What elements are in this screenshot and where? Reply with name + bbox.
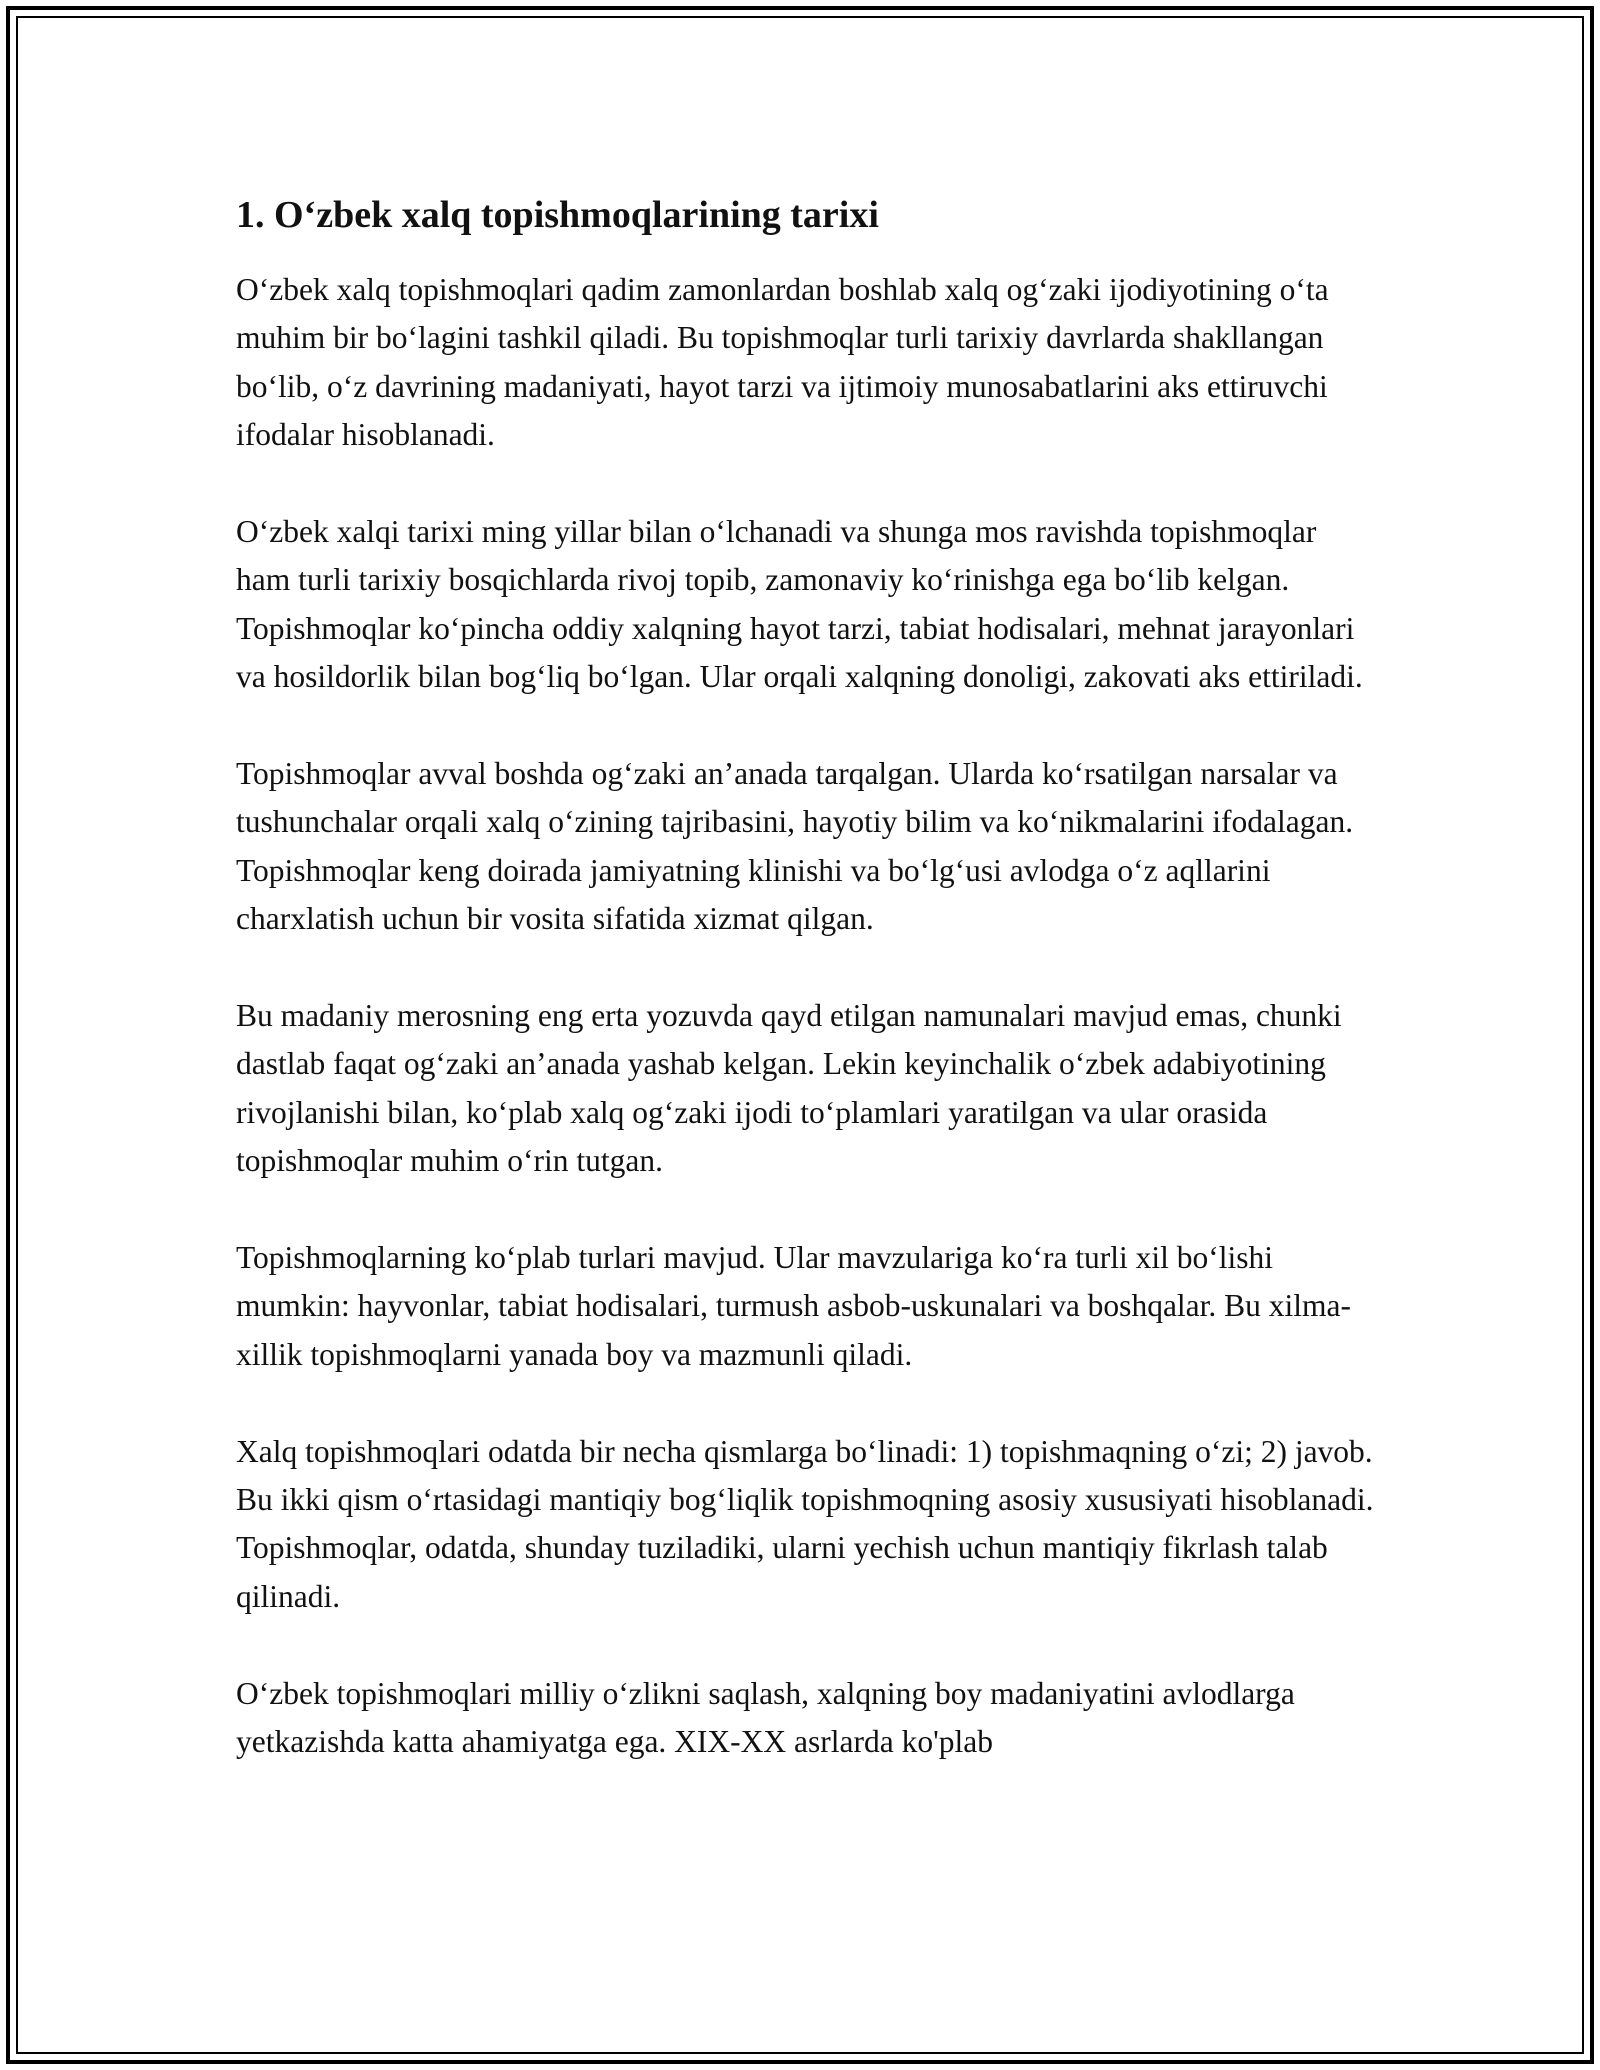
paragraph-4: Bu madaniy merosning eng erta yozuvda qayd etilgan namunalari mavjud emas, chunki dastlab faqat og‘zaki an’anada yashab kelgan. Lekin keyinchalik o‘zbek adabiyotining rivojlanishi bilan, ko‘plab xalq og‘zaki ijodi to‘plamlari yaratilgan va ular orasida topishmoqlar muhim o‘rin tutgan.	[236, 998, 1342, 1179]
section-heading: 1. O‘zbek xalq topishmoqlarining tarixi	[236, 194, 879, 236]
paragraph-1: O‘zbek xalq topishmoqlari qadim zamonlardan boshlab xalq og‘zaki ijodiyotining o‘ta muhim bir bo‘lagini tashkil qiladi. Bu topishmoqlar turli tarixiy davrlarda shakllangan bo‘lib, o‘z davrining madaniyati, hayot tarzi va ijtimoiy munosabatlarini aks ettiruvchi ifodalar hisoblanadi.	[236, 272, 1329, 453]
paragraph-7: O‘zbek topishmoqlari milliy o‘zlikni saqlash, xalqning boy madaniyatini avlodlarga yetkazishda katta ahamiyatga ega. XIX-XX asrlarda ko'plab	[236, 1675, 1295, 1760]
paragraph-2: O‘zbek xalqi tarixi ming yillar bilan o‘lchanadi va shunga mos ravishda topishmoqlar ham turli tarixiy bosqichlarda rivoj topib, zamonaviy ko‘rinishga ega bo‘lib kelgan. Topishmoqlar ko‘pincha oddiy xalqning hayot tarzi, tabiat hodisalari, mehnat jarayonlari va hosildorlik bilan bog‘liq bo‘lgan. Ular orqali xalqning donoligi, zakovati aks ettiriladi.	[236, 514, 1363, 695]
document-body	[236, 190, 1376, 1815]
paragraph-5: Topishmoqlarning ko‘plab turlari mavjud. Ular mavzulariga ko‘ra turli xil bo‘lishi mumkin: hayvonlar, tabiat hodisalari, turmush asbob-uskunalari va boshqalar. Bu xilma-xillik topishmoqlarni yanada boy va mazmunli qiladi.	[236, 1240, 1352, 1372]
paragraph-3: Topishmoqlar avval boshda og‘zaki an’anada tarqalgan. Ularda ko‘rsatilgan narsalar va tushunchalar orqali xalq o‘zining tajribasini, hayotiy bilim va ko‘nikmalarini ifodalagan. Topishmoqlar keng doirada jamiyatning klinishi va bo‘lg‘usi avlodga o‘z aqllarini charxlatish uchun bir vosita sifatida xizmat qilgan.	[236, 756, 1354, 937]
paragraph-6: Xalq topishmoqlari odatda bir necha qismlarga bo‘linadi: 1) topishmaqning o‘zi; 2) javob. Bu ikki qism o‘rtasidagi mantiqiy bog‘liqlik topishmoqning asosiy xususiyati hisoblanadi. Topishmoqlar, odatda, shunday tuziladiki, ularni yechish uchun mantiqiy fikrlash talab qilinadi.	[236, 1433, 1374, 1614]
